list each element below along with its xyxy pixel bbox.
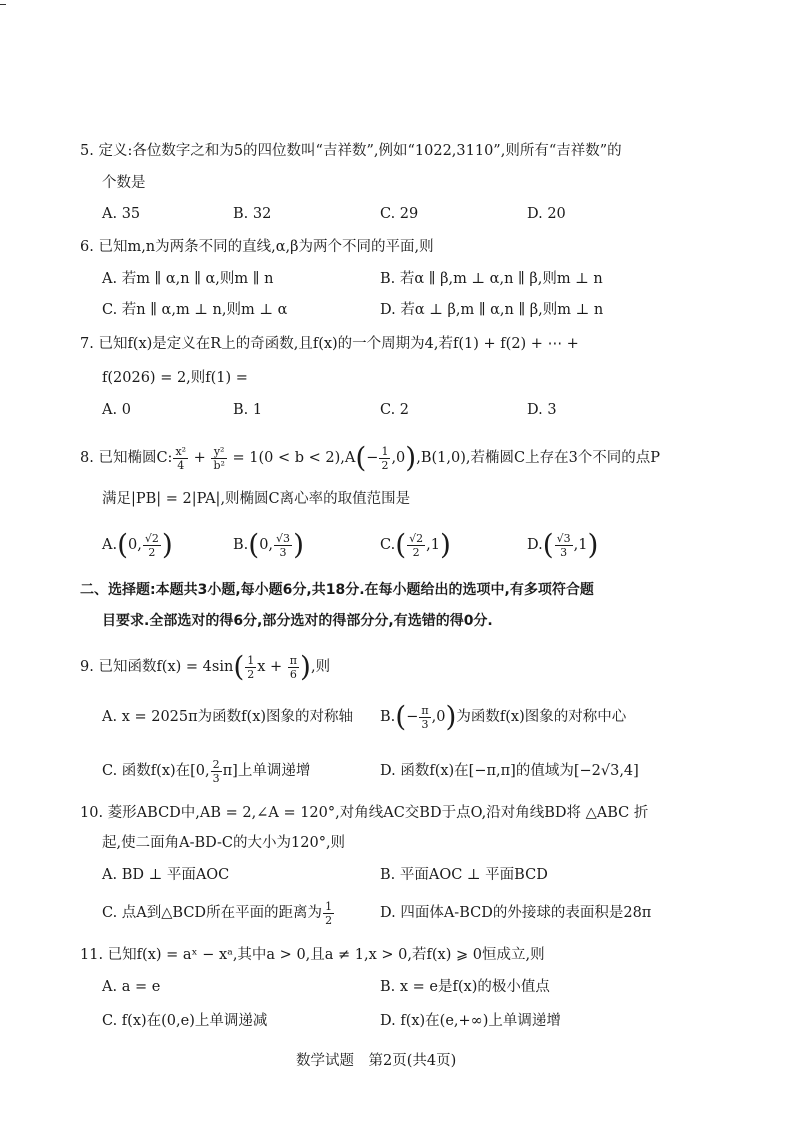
- q9-c-den: 3: [212, 771, 220, 785]
- q6-option-a: A. 若m ∥ α,n ∥ α,则m ∥ n: [102, 271, 274, 287]
- q8-a-label: A.: [102, 537, 118, 553]
- q9-half-num: 1: [247, 653, 255, 667]
- q8-c-paren-close: ): [439, 528, 451, 561]
- q7-option-a: A. 0: [102, 402, 131, 418]
- q9-option-a: A. x = 2025π为函数f(x)图象的对称轴: [102, 709, 354, 725]
- q8-a-paren-close: ): [161, 528, 173, 561]
- q9-stem: [80, 652, 330, 682]
- q8-d-tail: ,1: [573, 537, 588, 553]
- q8-one: 1: [381, 444, 389, 458]
- q8-zero: ,0: [391, 450, 406, 466]
- q10-c-num: 1: [325, 899, 333, 913]
- q8-mid: = 1(0 < b < 2),A: [232, 450, 356, 466]
- q6-option-c: C. 若n ∥ α,m ⊥ n,则m ⊥ α: [102, 302, 288, 318]
- q8-a-content: 0,: [128, 537, 142, 553]
- q8-b-fraction: [274, 532, 292, 559]
- q5-option-d: D. 20: [527, 206, 566, 222]
- q10-option-c: [102, 898, 335, 928]
- q10-stem-line1: 10. 菱形ABCD中,AB = 2,∠A = 120°,对角线AC交BD于点O,沿对角线BD将 △ABC 折: [80, 805, 649, 821]
- q8-b-sqrt: √3: [276, 531, 291, 545]
- q8-fraction-half: [379, 445, 390, 472]
- q8-fraction-y: [211, 445, 226, 472]
- q6-option-b: B. 若α ∥ β,m ⊥ α,n ∥ β,则m ⊥ n: [380, 271, 603, 287]
- q7-option-b: B. 1: [233, 402, 263, 418]
- q9-xplus: x +: [257, 659, 283, 675]
- q9-option-d: D. 函数f(x)在[−π,π]的值域为[−2√3,4]: [380, 763, 639, 779]
- q5-stem-line2: 个数是: [102, 175, 146, 191]
- section2-line1: 二、选择题:本题共3小题,每小题6分,共18分.在每小题给出的选项中,有多项符合题: [80, 582, 594, 598]
- q5-option-c: C. 29: [380, 206, 419, 222]
- q8-paren-open: (: [355, 441, 367, 474]
- q8-d-den: 3: [560, 545, 568, 559]
- q7-option-d: D. 3: [527, 402, 557, 418]
- q11-option-c: C. f(x)在(0,e)上单调递减: [102, 1013, 268, 1029]
- q8-option-b: [233, 530, 304, 560]
- q8-d-paren-close: ): [587, 528, 599, 561]
- q8-b-paren-close: ): [293, 528, 304, 561]
- q10-option-d: D. 四面体A-BCD的外接球的表面积是28π: [380, 905, 652, 921]
- q9-c-pre: C. 函数f(x)在[0,: [102, 763, 210, 779]
- q9-post: ,则: [310, 659, 331, 675]
- q8-fraction-x: [173, 445, 188, 472]
- q11-option-b: B. x = e是f(x)的极小值点: [380, 979, 550, 995]
- q8-b2: b²: [213, 458, 225, 472]
- q9-b-paren-close: ): [445, 700, 457, 733]
- q9-c-num: 2: [212, 757, 220, 771]
- q8-c-label: C.: [380, 537, 396, 553]
- q8-stem-line1: [80, 443, 660, 473]
- q8-stem-line2: 满足|PB| = 2|PA|,则椭圆C离心率的取值范围是: [102, 491, 411, 507]
- q8-option-a: [102, 530, 173, 560]
- q9-option-c: [102, 756, 310, 786]
- q8-d-label: D.: [527, 537, 543, 553]
- q8-d-fraction: [555, 532, 573, 559]
- q9-b-paren-open: (: [395, 700, 407, 733]
- q9-pi: π: [289, 653, 298, 667]
- q8-x2: x²: [175, 444, 187, 458]
- q5-stem-line1: 5. 定义:各位数字之和为5的四位数叫“吉祥数”,例如“1022,3110”,则所有“吉祥数”的: [80, 143, 622, 159]
- q8-plus: +: [193, 450, 206, 466]
- q8-a-paren-open: (: [117, 528, 129, 561]
- q5-option-b: B. 32: [233, 206, 272, 222]
- q8-four: 4: [177, 458, 185, 472]
- q8-post: ,B(1,0),若椭圆C上存在3个不同的点P: [416, 450, 661, 466]
- q9-b-fraction: [419, 704, 430, 731]
- q11-option-d: D. f(x)在(e,+∞)上单调递增: [380, 1013, 561, 1029]
- q8-prefix: 8. 已知椭圆C:: [80, 450, 173, 466]
- q8-b-paren-open: (: [248, 528, 260, 561]
- q9-b-label: B.: [380, 709, 396, 725]
- q9-c-post: π]上单调递增: [222, 763, 311, 779]
- q9-six: 6: [289, 667, 297, 681]
- q9-b-pi: π: [421, 703, 429, 717]
- q8-y2: y²: [211, 445, 226, 459]
- q9-option-b: [380, 702, 626, 732]
- q8-c-sqrt: √2: [409, 531, 424, 545]
- q8-c-paren-open: (: [395, 528, 407, 561]
- q9-b-neg: −: [406, 709, 419, 725]
- q8-a-sqrt: √2: [144, 531, 159, 545]
- q10-c-fraction: [323, 900, 334, 927]
- q8-two: 2: [381, 458, 389, 472]
- q9-fraction-half: [245, 654, 256, 681]
- q8-c-fraction: [407, 532, 425, 559]
- q8-option-c: [380, 530, 451, 560]
- q7-stem-line1: 7. 已知f(x)是定义在R上的奇函数,且f(x)的一个周期为4,若f(1) + f(2) + ⋯ +: [80, 336, 579, 352]
- q8-a-fraction: [143, 532, 161, 559]
- q10-c-pre: C. 点A到△BCD所在平面的距离为: [102, 905, 323, 921]
- q9-fraction-pi6: [288, 654, 299, 681]
- q10-stem-line2: 起,使二面角A-BD-C的大小为120°,则: [102, 835, 346, 851]
- q11-stem: 11. 已知f(x) = aˣ − xᵃ,其中a > 0,且a ≠ 1,x > 0,若f(x) ⩾ 0恒成立,则: [80, 947, 545, 963]
- q10-option-b: B. 平面AOC ⊥ 平面BCD: [380, 867, 548, 883]
- q10-c-den: 2: [325, 913, 333, 927]
- q7-stem-line2: f(2026) = 2,则f(1) =: [102, 370, 248, 386]
- q10-option-a: A. BD ⊥ 平面AOC: [102, 867, 230, 883]
- q8-paren-close: ): [405, 441, 417, 474]
- q6-option-d: D. 若α ⊥ β,m ∥ α,n ∥ β,则m ⊥ n: [380, 302, 604, 318]
- q7-option-c: C. 2: [380, 402, 410, 418]
- q8-neg: −: [366, 450, 379, 466]
- q8-c-tail: ,1: [426, 537, 440, 553]
- q6-stem: 6. 已知m,n为两条不同的直线,α,β为两个不同的平面,则: [80, 239, 434, 255]
- q9-b-three: 3: [421, 717, 429, 731]
- q9-b-tail: ,0: [431, 709, 446, 725]
- q9-b-post: 为函数f(x)图象的对称中心: [456, 709, 627, 725]
- q8-b-label: B.: [233, 537, 249, 553]
- q8-d-sqrt: √3: [556, 531, 571, 545]
- corner-mark: [0, 4, 6, 5]
- page-footer: 数学试题 第2页(共4页): [296, 1053, 457, 1069]
- q9-half-den: 2: [247, 667, 255, 681]
- q9-paren-close: ): [300, 650, 311, 683]
- q8-b-den: 3: [279, 545, 287, 559]
- q9-paren-open: (: [233, 650, 245, 683]
- q8-d-paren-open: (: [542, 528, 554, 561]
- q8-option-d: [527, 530, 598, 560]
- q9-prefix: 9. 已知函数f(x) = 4sin: [80, 659, 234, 675]
- q8-b-content: 0,: [259, 537, 274, 553]
- q8-a-den: 2: [148, 545, 156, 559]
- q5-option-a: A. 35: [102, 206, 141, 222]
- section2-line2: 目要求.全部选对的得6分,部分选对的得部分分,有选错的得0分.: [102, 613, 493, 629]
- q11-option-a: A. a = e: [102, 979, 161, 995]
- q8-c-den: 2: [412, 545, 420, 559]
- q9-c-fraction: [211, 758, 222, 785]
